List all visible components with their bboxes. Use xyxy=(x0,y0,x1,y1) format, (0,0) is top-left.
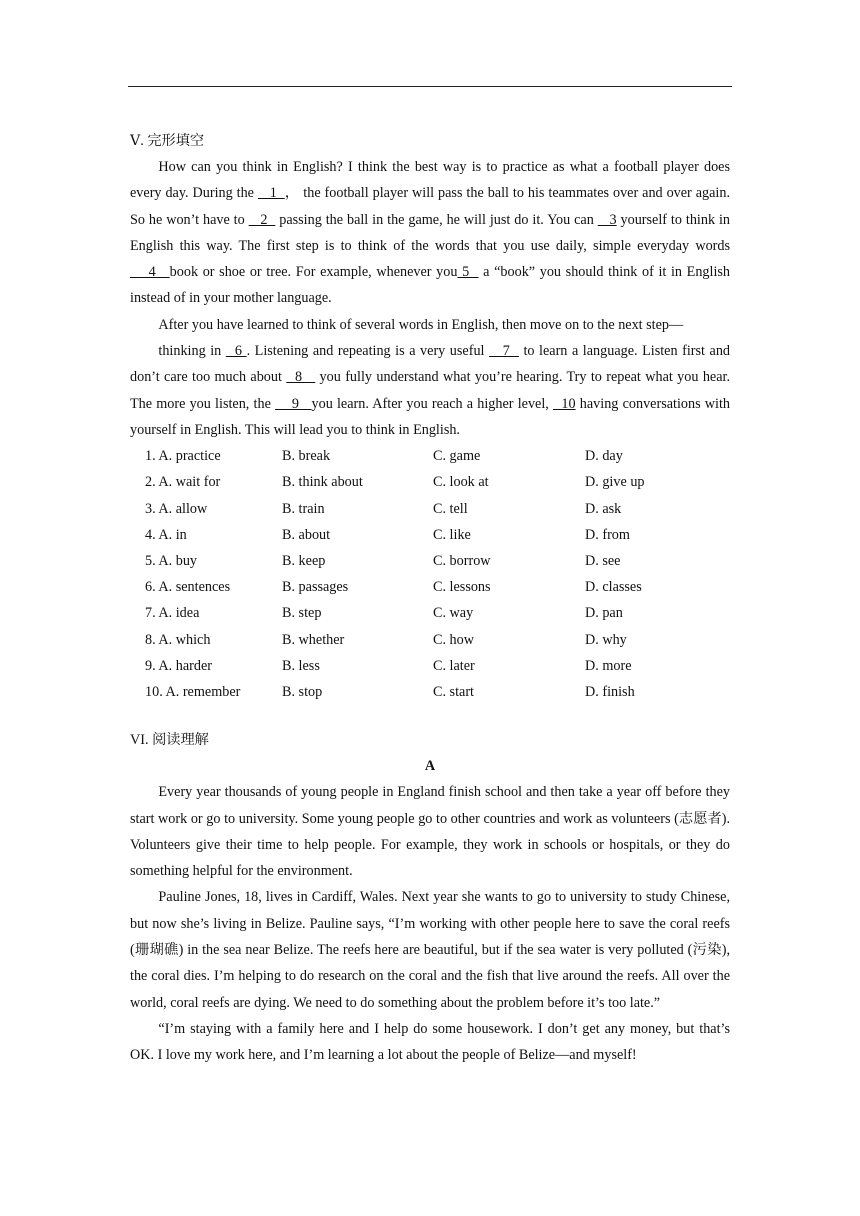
option-a: 3. A. allow xyxy=(145,500,208,517)
reading-paragraph-2: Pauline Jones, 18, lives in Cardiff, Wales. Next year she wants to go to university to study Chinese, but now she’s living in Belize. Pauline says, “I’m working with other people here to save the coral reefs (珊瑚礁) in the sea near Belize. The reefs here are beautiful, but if the sea water is very polluted (污染), the coral dies. I’m helping to do research on the coral and the fish that live around the reefs. All over the world, coral reefs are dying. We need to do something about the problem before it’s too late.” xyxy=(130,889,730,1011)
option-c: C. way xyxy=(433,605,474,622)
option-a: 6. A. sentences xyxy=(145,579,231,596)
blank-4: 4 xyxy=(130,264,170,281)
blank-8: 8 xyxy=(286,369,316,386)
blank-9: 9 xyxy=(275,395,312,412)
blank-10: 10 xyxy=(553,395,576,412)
option-d: D. from xyxy=(585,526,630,543)
option-b: B. stop xyxy=(282,684,323,701)
option-a: 5. A. buy xyxy=(145,553,198,570)
option-row-6 xyxy=(130,574,730,600)
option-row-1 xyxy=(130,443,730,469)
option-a: 9. A. harder xyxy=(145,657,212,674)
cloze-text: to learn a language. Listen first and don’t care too much about xyxy=(130,343,731,386)
cloze-text: you fully understand what you’re hearing. Try to repeat what you hear. The more you listen, the xyxy=(130,369,730,412)
section-gap xyxy=(130,705,730,727)
option-d: D. ask xyxy=(585,500,622,517)
option-row-8 xyxy=(130,627,730,653)
option-a: 8. A. which xyxy=(145,631,211,648)
cloze-text: book or shoe or tree. For example, whenever you xyxy=(169,264,458,281)
option-a: 7. A. idea xyxy=(145,605,200,622)
option-c: C. lessons xyxy=(433,579,491,596)
blank-5: 5 xyxy=(457,264,479,281)
option-d: D. see xyxy=(585,553,621,570)
option-c: C. later xyxy=(433,657,475,674)
header-rule xyxy=(128,86,732,87)
option-c: C. like xyxy=(433,526,471,543)
option-row-2 xyxy=(130,469,730,495)
cloze-paragraph-2: After you have learned to think of several words in English, then move on to the next step— xyxy=(158,316,684,333)
blank-2: 2 xyxy=(248,211,276,228)
option-row-4 xyxy=(130,522,730,548)
passage-title: A xyxy=(424,758,436,775)
option-row-10 xyxy=(130,679,730,705)
option-b: B. whether xyxy=(282,631,345,648)
option-row-9 xyxy=(130,653,730,679)
reading-paragraph-3: “I’m staying with a family here and I help do some housework. I don’t get any money, but that’s OK. I love my work here, and I’m learning a lot about the people of Belize—and myself! xyxy=(130,1020,730,1064)
cloze-text: having conversations with yourself in English. This will lead you to think in English. xyxy=(130,395,731,438)
option-row-5 xyxy=(130,548,730,574)
option-d: D. give up xyxy=(585,474,645,491)
option-b: B. about xyxy=(282,526,331,543)
option-a: 2. A. wait for xyxy=(145,474,221,491)
option-c: C. tell xyxy=(433,500,468,517)
cloze-paragraph-1 xyxy=(130,154,730,312)
document-body xyxy=(130,128,730,1069)
cloze-paragraph-3 xyxy=(130,338,730,443)
cloze-text: . Listening and repeating is a very useful xyxy=(246,343,490,360)
option-b: B. step xyxy=(282,605,322,622)
option-a: 1. A. practice xyxy=(145,448,221,465)
option-b: B. train xyxy=(282,500,325,517)
cloze-text: thinking in xyxy=(158,343,226,360)
cloze-text: How can you think in English? I think the best way is to practice as what a football player does every day. During the xyxy=(130,159,730,202)
option-d: D. finish xyxy=(585,684,635,701)
blank-1: 1 xyxy=(257,185,285,202)
option-row-7 xyxy=(130,600,730,626)
blank-6: 6 xyxy=(225,343,247,360)
option-a: 4. A. in xyxy=(145,526,187,543)
blank-7: 7 xyxy=(489,343,519,360)
reading-paragraph-1: Every year thousands of young people in England finish school and then take a year off before they start work or go to university. Some young people go to other countries and work as volunteers (志愿者). Volunteers give their time to help people. For example, they work in schools or hospitals, or they do something helpful for the environment. xyxy=(130,784,730,880)
option-c: C. game xyxy=(433,448,481,465)
option-a: 10. A. remember xyxy=(145,684,241,701)
cloze-text: a “book” you should think of it in English instead of in your mother language. xyxy=(130,264,731,307)
option-d: D. why xyxy=(585,631,627,648)
option-b: B. less xyxy=(282,657,320,674)
cloze-text: passing the ball in the game, he will just do it. You can xyxy=(275,211,598,228)
cloze-text: you learn. After you reach a higher level, xyxy=(311,395,554,412)
option-d: D. classes xyxy=(585,579,642,596)
cloze-text: ， the football player will pass the ball to his teammates over and over again. So he won’t have to xyxy=(130,185,731,228)
option-b: B. keep xyxy=(282,553,326,570)
option-c: C. how xyxy=(433,631,474,648)
option-c: C. borrow xyxy=(433,553,491,570)
option-d: D. pan xyxy=(585,605,623,622)
option-c: C. start xyxy=(433,684,474,701)
option-d: D. day xyxy=(585,448,623,465)
option-row-3 xyxy=(130,496,730,522)
option-d: D. more xyxy=(585,657,632,674)
cloze-text: yourself to think in English this way. The first step is to think of the words that you use daily, simple everyday words xyxy=(130,211,731,254)
cloze-options xyxy=(130,443,730,705)
option-b: B. break xyxy=(282,448,331,465)
section-5-heading: Ⅴ. 完形填空 xyxy=(130,133,205,149)
option-c: C. look at xyxy=(433,474,489,491)
option-b: B. think about xyxy=(282,474,363,491)
option-b: B. passages xyxy=(282,579,349,596)
section-6-heading: VI. 阅读理解 xyxy=(130,732,209,749)
blank-3: 3 xyxy=(597,211,617,228)
